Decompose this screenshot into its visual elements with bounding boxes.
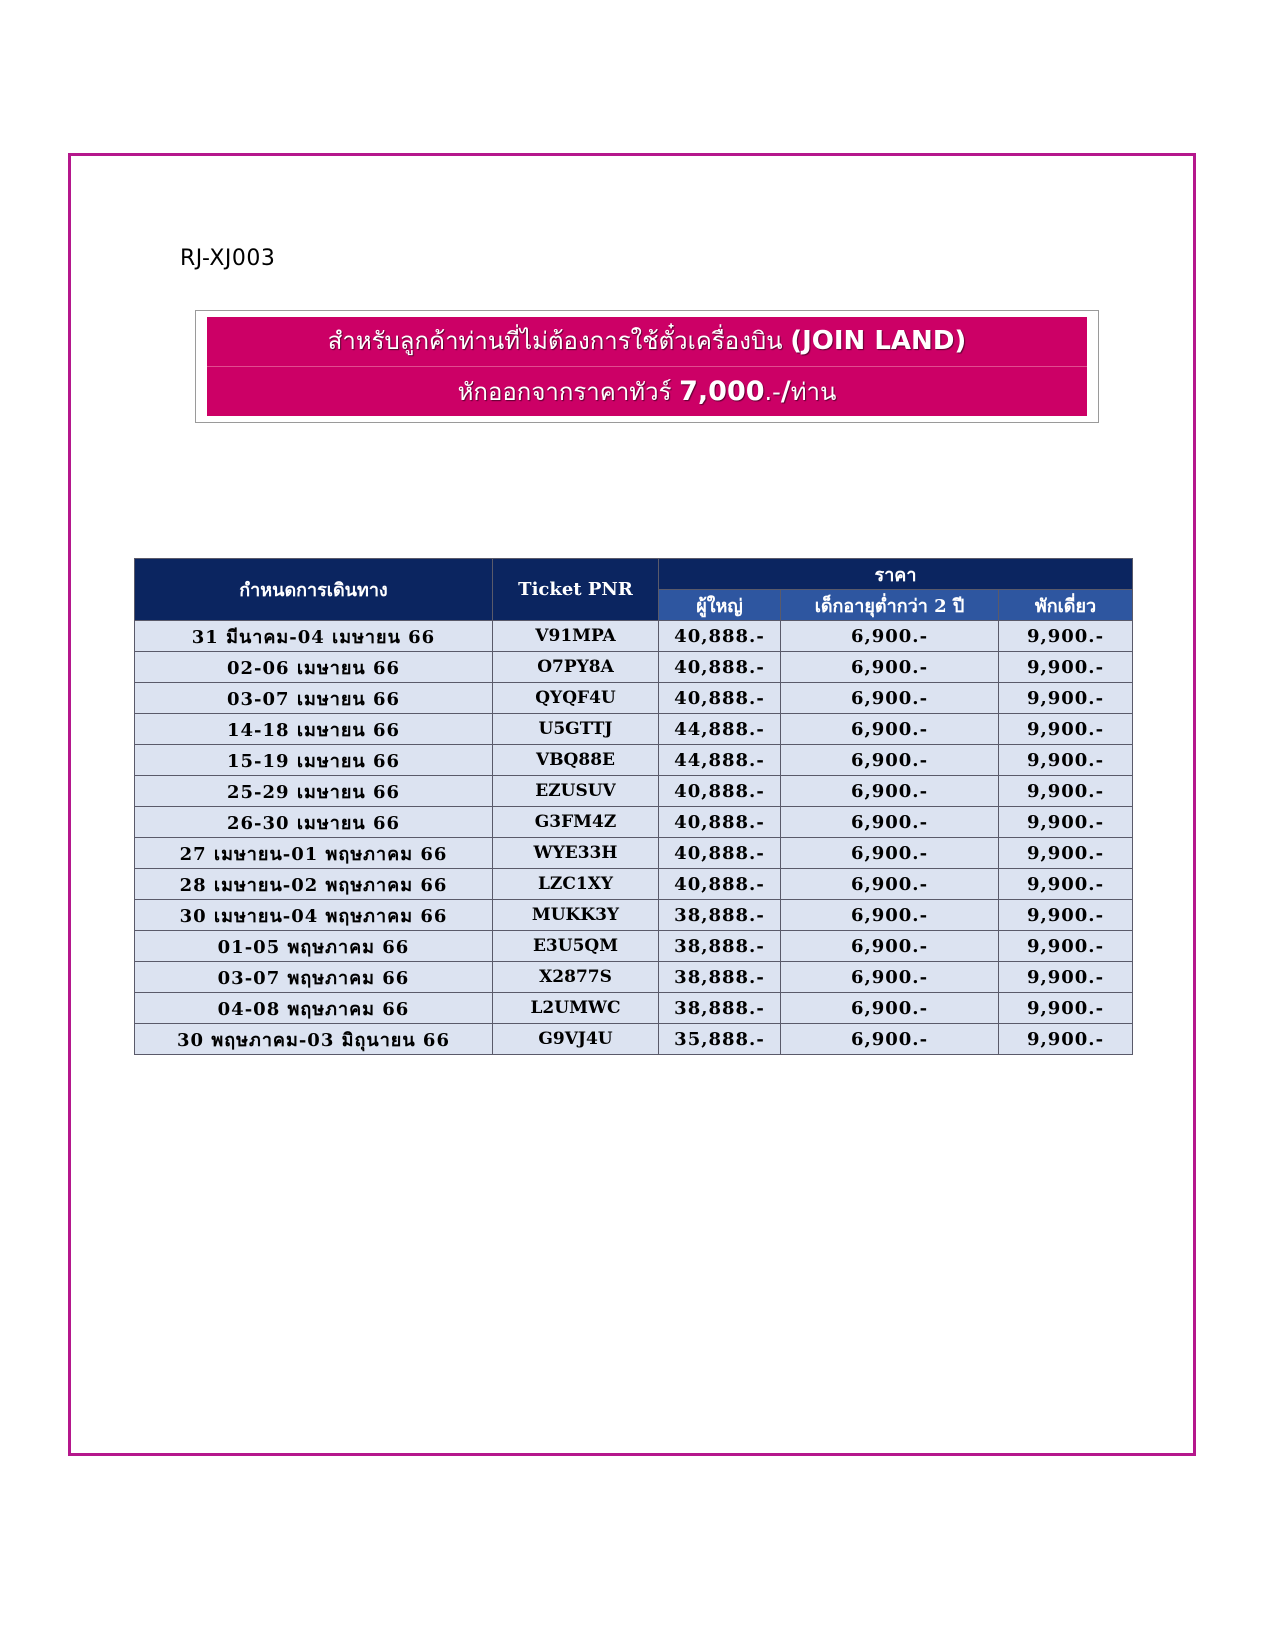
cell-ticket-pnr: U5GTTJ — [493, 714, 659, 745]
banner-deduct-amount: 7,000 — [679, 376, 765, 407]
cell-travel-date: 30 เมษายน-04 พฤษภาคม 66 — [135, 900, 493, 931]
cell-adult-price: 38,888.- — [659, 931, 781, 962]
table-row — [135, 745, 1133, 776]
cell-travel-date: 31 มีนาคม-04 เมษายน 66 — [135, 621, 493, 652]
table-row — [135, 683, 1133, 714]
cell-single-supplement: 9,900.- — [999, 838, 1133, 869]
cell-child-price: 6,900.- — [781, 869, 999, 900]
cell-travel-date: 26-30 เมษายน 66 — [135, 807, 493, 838]
table-row — [135, 1024, 1133, 1055]
cell-adult-price: 40,888.- — [659, 652, 781, 683]
cell-adult-price: 44,888.- — [659, 745, 781, 776]
cell-travel-date: 27 เมษายน-01 พฤษภาคม 66 — [135, 838, 493, 869]
cell-travel-date: 04-08 พฤษภาคม 66 — [135, 993, 493, 1024]
cell-single-supplement: 9,900.- — [999, 745, 1133, 776]
header-adult: ผู้ใหญ่ — [659, 590, 781, 621]
cell-single-supplement: 9,900.- — [999, 931, 1133, 962]
table-row — [135, 993, 1133, 1024]
cell-travel-date: 30 พฤษภาคม-03 มิถุนายน 66 — [135, 1024, 493, 1055]
cell-adult-price: 38,888.- — [659, 900, 781, 931]
cell-travel-date: 01-05 พฤษภาคม 66 — [135, 931, 493, 962]
cell-child-price: 6,900.- — [781, 993, 999, 1024]
cell-travel-date: 14-18 เมษายน 66 — [135, 714, 493, 745]
table-row — [135, 807, 1133, 838]
cell-child-price: 6,900.- — [781, 683, 999, 714]
banner-line-1-text: สำหรับลูกค้าท่านที่ไม่ต้องการใช้ตั๋วเครื่องบิน — [327, 327, 791, 355]
cell-adult-price: 40,888.- — [659, 776, 781, 807]
cell-single-supplement: 9,900.- — [999, 807, 1133, 838]
cell-child-price: 6,900.- — [781, 1024, 999, 1055]
cell-adult-price: 40,888.- — [659, 838, 781, 869]
cell-adult-price: 40,888.- — [659, 621, 781, 652]
cell-child-price: 6,900.- — [781, 776, 999, 807]
header-ticket-pnr: Ticket PNR — [493, 559, 659, 621]
cell-adult-price: 44,888.- — [659, 714, 781, 745]
cell-single-supplement: 9,900.- — [999, 776, 1133, 807]
banner-line-2 — [207, 367, 1087, 416]
cell-travel-date: 28 เมษายน-02 พฤษภาคม 66 — [135, 869, 493, 900]
cell-ticket-pnr: G3FM4Z — [493, 807, 659, 838]
price-table — [134, 558, 1133, 1055]
banner-line-2-text: หักออกจากราคาทัวร์ — [457, 378, 680, 406]
cell-child-price: 6,900.- — [781, 838, 999, 869]
table-row — [135, 962, 1133, 993]
cell-single-supplement: 9,900.- — [999, 869, 1133, 900]
cell-ticket-pnr: WYE33H — [493, 838, 659, 869]
header-price-group: ราคา — [659, 559, 1133, 590]
cell-ticket-pnr: O7PY8A — [493, 652, 659, 683]
cell-single-supplement: 9,900.- — [999, 652, 1133, 683]
cell-ticket-pnr: V91MPA — [493, 621, 659, 652]
cell-ticket-pnr: X2877S — [493, 962, 659, 993]
cell-ticket-pnr: VBQ88E — [493, 745, 659, 776]
cell-adult-price: 38,888.- — [659, 962, 781, 993]
table-row — [135, 714, 1133, 745]
cell-single-supplement: 9,900.- — [999, 621, 1133, 652]
table-row — [135, 652, 1133, 683]
cell-adult-price: 40,888.- — [659, 869, 781, 900]
cell-travel-date: 25-29 เมษายน 66 — [135, 776, 493, 807]
join-land-banner — [195, 310, 1099, 423]
cell-ticket-pnr: E3U5QM — [493, 931, 659, 962]
header-travel-date: กำหนดการเดินทาง — [135, 559, 493, 621]
cell-ticket-pnr: G9VJ4U — [493, 1024, 659, 1055]
cell-single-supplement: 9,900.- — [999, 962, 1133, 993]
cell-child-price: 6,900.- — [781, 714, 999, 745]
banner-dash: .- — [764, 378, 781, 406]
banner-slash: / — [780, 376, 791, 407]
table-row — [135, 900, 1133, 931]
cell-child-price: 6,900.- — [781, 807, 999, 838]
banner-join-land: (JOIN LAND) — [790, 326, 967, 356]
cell-ticket-pnr: EZUSUV — [493, 776, 659, 807]
cell-single-supplement: 9,900.- — [999, 993, 1133, 1024]
cell-child-price: 6,900.- — [781, 931, 999, 962]
banner-per-person: ท่าน — [790, 378, 837, 406]
cell-child-price: 6,900.- — [781, 621, 999, 652]
cell-adult-price: 40,888.- — [659, 807, 781, 838]
cell-single-supplement: 9,900.- — [999, 683, 1133, 714]
cell-single-supplement: 9,900.- — [999, 900, 1133, 931]
cell-child-price: 6,900.- — [781, 962, 999, 993]
cell-ticket-pnr: MUKK3Y — [493, 900, 659, 931]
cell-child-price: 6,900.- — [781, 652, 999, 683]
table-row — [135, 776, 1133, 807]
cell-travel-date: 02-06 เมษายน 66 — [135, 652, 493, 683]
cell-ticket-pnr: QYQF4U — [493, 683, 659, 714]
table-row — [135, 931, 1133, 962]
cell-child-price: 6,900.- — [781, 900, 999, 931]
join-land-banner-fill — [207, 317, 1087, 416]
table-row — [135, 869, 1133, 900]
header-single: พักเดี่ยว — [999, 590, 1133, 621]
cell-ticket-pnr: L2UMWC — [493, 993, 659, 1024]
cell-travel-date: 03-07 เมษายน 66 — [135, 683, 493, 714]
table-row — [135, 838, 1133, 869]
cell-adult-price: 38,888.- — [659, 993, 781, 1024]
cell-single-supplement: 9,900.- — [999, 1024, 1133, 1055]
tour-code: RJ-XJ003 — [180, 246, 276, 271]
cell-travel-date: 15-19 เมษายน 66 — [135, 745, 493, 776]
cell-ticket-pnr: LZC1XY — [493, 869, 659, 900]
cell-travel-date: 03-07 พฤษภาคม 66 — [135, 962, 493, 993]
cell-adult-price: 35,888.- — [659, 1024, 781, 1055]
banner-line-1 — [207, 317, 1087, 367]
cell-child-price: 6,900.- — [781, 745, 999, 776]
cell-single-supplement: 9,900.- — [999, 714, 1133, 745]
price-table-body — [135, 621, 1133, 1055]
table-row — [135, 621, 1133, 652]
cell-adult-price: 40,888.- — [659, 683, 781, 714]
header-child: เด็กอายุต่ำกว่า 2 ปี — [781, 590, 999, 621]
